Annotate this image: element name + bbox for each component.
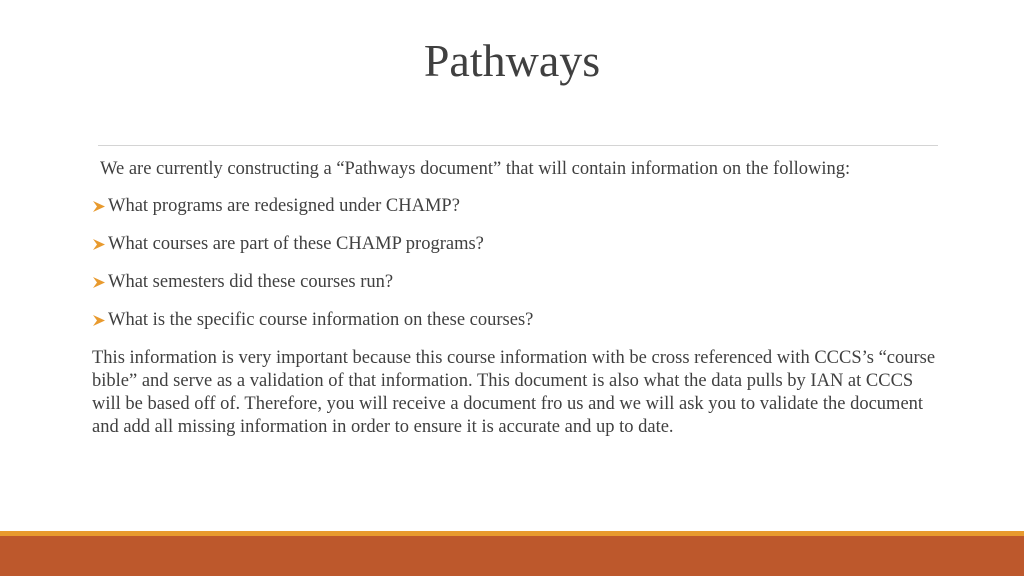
slide-title: Pathways (423, 35, 601, 86)
intro-text: We are currently constructing a “Pathways document” that will contain information on the following: (100, 159, 851, 179)
body-paragraph: This information is very important because this course information with be cross referenced with CCCS’s “course bible” and serve as a validation of that information. This document is also what the data pulls by IAN at CCCS will be based off of. Therefore, you will receive a document fro us and we will ask you to validate the document and add all missing information in order to ensure it is accurate and up to date. (92, 348, 936, 437)
bullet-text: What programs are redesigned under CHAMP? (108, 196, 460, 216)
footer-bar (0, 536, 1024, 576)
bullet-text: What is the specific course information on these courses? (108, 310, 534, 330)
arrow-bullet-icon (92, 309, 108, 332)
bullet-item (92, 233, 952, 256)
bullet-item (92, 271, 952, 294)
arrow-bullet-icon (92, 195, 108, 218)
arrow-bullet-icon (92, 271, 108, 294)
arrow-bullet-icon (92, 233, 108, 256)
bullet-item (92, 309, 952, 332)
title-divider (98, 145, 938, 146)
bullet-item (92, 195, 952, 218)
bullet-text: What courses are part of these CHAMP programs? (108, 234, 484, 254)
bullet-text: What semesters did these courses run? (108, 272, 394, 292)
slide-body (92, 158, 952, 439)
